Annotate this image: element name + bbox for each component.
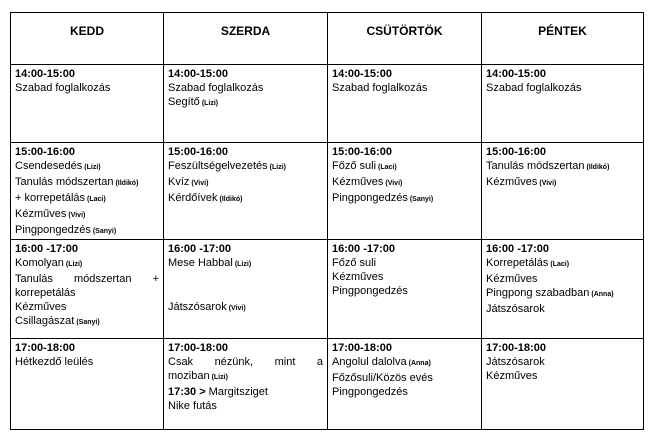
activity-line	[168, 369, 323, 385]
time-slot: 15:00-16:00	[168, 146, 228, 158]
activity-line	[486, 256, 639, 272]
activity: Kvíz	[168, 176, 190, 188]
activity: Tanulás módszertan	[486, 160, 585, 172]
activity: Angolul dalolva	[332, 356, 407, 368]
header-szerda-label: SZERDA	[220, 23, 271, 38]
leader-name: (Ildikó)	[219, 196, 243, 203]
cell-pentek-1700	[482, 339, 644, 430]
activity: Pingpongedzés	[332, 386, 408, 398]
activity: Korrepetálás	[486, 257, 549, 269]
activity: korrepetálás	[15, 287, 76, 299]
leader-name: (Lizi)	[201, 100, 219, 107]
cell-kedd-1700	[11, 339, 164, 430]
activity-line	[486, 175, 639, 191]
activity-line	[332, 355, 477, 371]
activity: Kézműves	[332, 176, 384, 188]
activity-line	[332, 175, 477, 191]
activity-line	[486, 286, 639, 302]
time-slot: 16:00 -17:00	[15, 243, 78, 255]
leader-name: (Anna)	[408, 360, 431, 367]
activity: Nike futás	[168, 400, 217, 412]
word: nézünk,	[214, 356, 254, 368]
cell-szerda-1500	[164, 143, 328, 240]
leader-name: (Lizi)	[234, 261, 252, 268]
leader-name: (Lizi)	[65, 261, 83, 268]
time-slot: 16:00 -17:00	[168, 243, 231, 255]
activity-line	[15, 256, 159, 272]
activity: Tanulás módszertan	[15, 176, 114, 188]
activity: Kézműves	[486, 370, 538, 382]
activity: Segítő	[168, 96, 200, 108]
activity: Hétkezdő leülés	[15, 356, 94, 368]
leader-name: (Sanyi)	[409, 196, 434, 203]
activity-line	[15, 314, 159, 330]
activity-line	[15, 159, 159, 175]
time-slot: 17:00-18:00	[332, 342, 392, 354]
activity: Főzősuli/Közös evés	[332, 372, 433, 384]
leader-name: (Lizi)	[84, 164, 101, 171]
header-row	[11, 13, 644, 65]
weekly-schedule-table	[10, 12, 644, 430]
activity: Pingpongedzés	[332, 285, 408, 297]
cell-csutortok-1600	[328, 240, 482, 339]
time-slot: 15:00-16:00	[332, 146, 392, 158]
activity: Pingpongedzés	[15, 224, 91, 236]
time-slot: 14:00-15:00	[15, 68, 75, 80]
leader-name: (Laci)	[550, 261, 570, 268]
activity: Kézműves	[332, 271, 384, 283]
leader-name: (Ildikó)	[586, 164, 610, 171]
time-slot: 16:00 -17:00	[486, 243, 549, 255]
activity-line	[15, 207, 159, 223]
activity: Szabad foglalkozás	[332, 82, 428, 94]
header-szerda	[164, 13, 328, 65]
time-slot: 17:00-18:00	[486, 342, 546, 354]
activity: Főző suli	[332, 257, 377, 269]
activity-line	[486, 159, 639, 175]
word: Csak	[168, 356, 194, 368]
activity-line	[168, 256, 323, 272]
activity: Komolyan	[15, 257, 64, 269]
schedule-row-1700	[11, 339, 644, 430]
word: módszertan	[74, 273, 132, 285]
activity: Kézműves	[15, 301, 67, 313]
activity: Játszósarok	[486, 303, 545, 315]
cell-kedd-1600	[11, 240, 164, 339]
activity: Pingpongedzés	[332, 192, 408, 204]
header-pentek	[482, 13, 644, 65]
activity-line	[332, 191, 477, 207]
activity: Szabad foglalkozás	[15, 82, 111, 94]
activity: + korrepetálás	[15, 192, 86, 204]
time-slot: 14:00-15:00	[486, 68, 546, 80]
activity-line	[168, 385, 323, 399]
time-marker: 17:30 >	[168, 386, 206, 398]
cell-pentek-1600	[482, 240, 644, 339]
leader-name: (Lizi)	[269, 164, 286, 171]
schedule-row-1400	[11, 65, 644, 143]
header-pentek-label: PÉNTEK	[538, 23, 587, 38]
activity-line-justified	[168, 355, 323, 369]
leader-name: (Vivi)	[68, 212, 86, 219]
cell-csutortok-1400	[328, 65, 482, 143]
activity: Szabad foglalkozás	[486, 82, 582, 94]
word: Tanulás	[15, 273, 53, 285]
activity: Játszósarok	[486, 356, 545, 368]
cell-csutortok-1500	[328, 143, 482, 240]
activity: Szabad foglalkozás	[168, 82, 264, 94]
activity-line	[15, 191, 159, 207]
leader-name: (Anna)	[591, 291, 614, 298]
leader-name: (Vivi)	[385, 180, 403, 187]
activity: Kézműves	[486, 176, 538, 188]
header-csutortok	[328, 13, 482, 65]
blank-line	[168, 286, 323, 300]
cell-szerda-1600	[164, 240, 328, 339]
activity: Csillagászat	[15, 315, 75, 327]
time-slot: 15:00-16:00	[15, 146, 75, 158]
cell-kedd-1400	[11, 65, 164, 143]
header-kedd-label: KEDD	[69, 23, 104, 38]
activity-line	[168, 159, 323, 175]
activity: Pingpong szabadban	[486, 287, 590, 299]
schedule-row-1500	[11, 143, 644, 240]
leader-name: (Vivi)	[191, 180, 209, 187]
leader-name: (Vivi)	[228, 305, 246, 312]
header-csutortok-label: CSÜTÖRTÖK	[366, 23, 443, 38]
activity-line	[332, 159, 477, 175]
time-slot: 17:00-18:00	[15, 342, 75, 354]
leader-name: (Vivi)	[539, 180, 557, 187]
cell-csutortok-1700	[328, 339, 482, 430]
activity: Margitsziget	[205, 386, 268, 398]
leader-name: (Laci)	[87, 196, 106, 203]
activity-line	[168, 300, 323, 316]
cell-kedd-1500	[11, 143, 164, 240]
cell-szerda-1400	[164, 65, 328, 143]
leader-name: (Sanyi)	[92, 228, 117, 235]
activity-line	[15, 223, 159, 239]
leader-name: (Sanyi)	[76, 319, 100, 326]
word: +	[152, 273, 159, 285]
time-slot: 16:00 -17:00	[332, 243, 395, 255]
activity-line	[168, 95, 323, 111]
leader-name: (Ildikó)	[115, 180, 139, 187]
cell-szerda-1700	[164, 339, 328, 430]
activity: Kézműves	[486, 273, 538, 285]
activity-line-justified	[15, 272, 159, 286]
leader-name: (Laci)	[378, 164, 397, 171]
word: a	[316, 356, 323, 368]
activity-line	[15, 175, 159, 191]
blank-line	[168, 272, 323, 286]
activity-line	[168, 175, 323, 191]
word: mint	[274, 356, 296, 368]
activity: Mese Habbal	[168, 257, 233, 269]
cell-pentek-1400	[482, 65, 644, 143]
cell-pentek-1500	[482, 143, 644, 240]
time-slot: 17:00-18:00	[168, 342, 228, 354]
activity: Játszósarok	[168, 301, 227, 313]
activity: moziban	[168, 370, 210, 382]
activity-line	[168, 191, 323, 207]
time-slot: 14:00-15:00	[168, 68, 228, 80]
leader-name: (Lizi)	[211, 374, 228, 381]
activity: Feszültségelvezetés	[168, 160, 268, 172]
activity: Főző suli	[332, 160, 377, 172]
time-slot: 14:00-15:00	[332, 68, 392, 80]
time-slot: 15:00-16:00	[486, 146, 546, 158]
activity: Csendesedés	[15, 160, 83, 172]
activity: Kérdőívek	[168, 192, 218, 204]
activity: Kézműves	[15, 208, 67, 220]
header-kedd	[11, 13, 164, 65]
schedule-row-1600	[11, 240, 644, 339]
